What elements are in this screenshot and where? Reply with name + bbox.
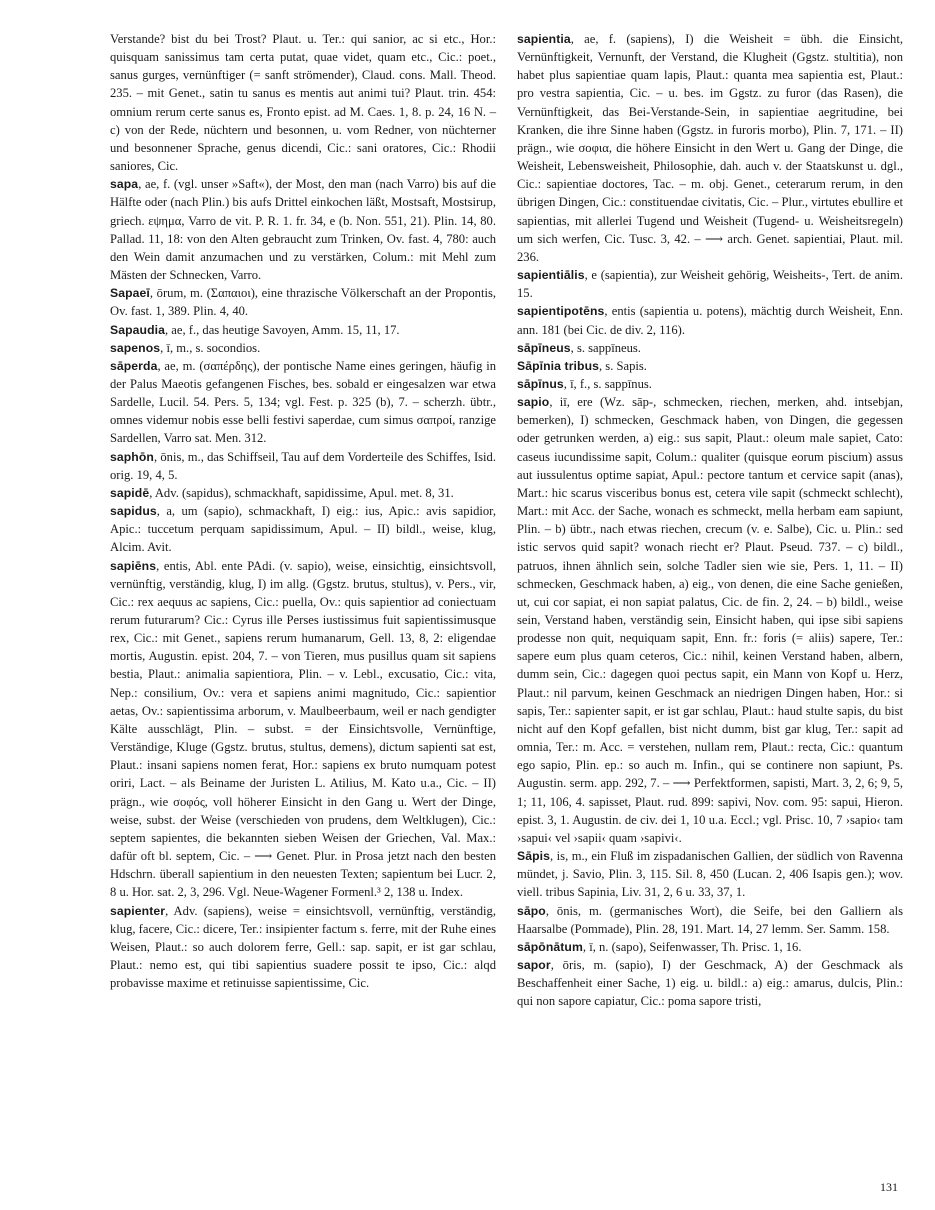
right-column: [517, 30, 903, 1010]
headword: sapidē: [110, 485, 150, 500]
entry: sapidē, Adv. (sapidus), schmackhaft, sapidissime, Apul. met. 8, 31.: [110, 485, 454, 500]
entry: Verstande? bist du bei Trost? Plaut. u. Ter.: qui sanior, ac si etc., Hor.: quisquam sanissimus tam certa putat, quae videt, quam etc., Cic.: poet., sanus gurges, vernünftiger (= sanft strömender), Claud. cons. Mall. Theod. 235. – mit Genet., satin tu sanus es mentis aut animi tui? Plaut. trin. 454: omnium rerum certe sanus es, Fronto epist. ad M. Caes. 1, 8. p. 24, 16 N. – c) von der Rede, nüchtern und besonnen, u. vom Redner, von nüchterner und besonnener Sprache, genus dicendi, Cic.: sani oratores, Cic.: Rhodii saniores, Cic.: [110, 32, 496, 174]
entry: sāpōnātum, ī, n. (sapo), Seifenwasser, Th. Prisc. 1, 16.: [517, 939, 802, 954]
headword: sapienter: [110, 903, 166, 918]
entry: Sapaeī, ōrum, m. (Σαπαιοι), eine thrazische Völkerschaft an der Propontis, Ov. fast. 1, 389. Plin. 4, 40.: [110, 286, 496, 319]
entry: sāpīneus, s. sappīneus.: [517, 340, 641, 355]
headword: sapor: [517, 957, 551, 972]
entry: sāpo, ōnis, m. (germanisches Wort), die Seife, bei den Galliern als Haarsalbe (Pommade), Plin. 28, 191. Mart. 14, 27 lemm. Ser. Samm. 158.: [517, 903, 903, 936]
headword: sāpīneus: [517, 340, 571, 355]
headword: sapiēns: [110, 558, 157, 573]
entry: sapientipotēns, entis (sapientia u. potens), mächtig durch Weisheit, Enn. ann. 181 (bei Cic. de div. 2, 116).: [517, 304, 903, 337]
headword: sapenos: [110, 340, 161, 355]
entry: sapio, iī, ere (Wz. sāp-, schmecken, riechen, merken, ahd. intsebjan, bemerken), I) schmecken, Geschmack haben, von Dingen, die gegessen oder getrunken werden, a) eig.: sus sapit, Plaut.: oleum male sapiet, Cato: caseus iucundissime sapit, Colum.: qualiter (quisque eorum piscium) assus aut iussulentus optime sapiat, Apul.: pectore tantum et cervice sapit (anas), Mart.: hic scarus visceribus bonus est, cetera vile sapit (schmeckt schlecht), Mart.: mit Acc. der Sache, wonach es schmeckt, mella herbam eam sapiunt, Plin. – b) übtr., nach etwas riechen, crecum (v. e. Salbe), Cic. u. Plin.: sed istic servos quid sapit? wonach riecht er? Plaut. Pseud. 737. – c) bildl., patruos, ihnen ähnlich sein, solche Tadler sien wie sie, Pers. 1, 11. – II) schmecken, Geschmack haben, a) eig., von denen, die eine Sache genießen, ut, cui cor sapiat, ei non sapiat palatus, Cic. de fin. 2, 24. – b) bildl., weise sein, Verstand haben, verständig sein, Einsicht haben, qui ipse sibi sapiens prodesse non quit, nequiquam sapit, Enn. fr.: foris (= aliis) sapere, Ter.: sapere eum plus quam ceteros, Cic.: nihil, keinen Verstand haben, albern, dumm sein, Cic.: dagegen quoi pectus sapit, ein Mann von Kopf u. Herz, Plaut.: nil parvum, keinen Geschmack an niedrigen Dingen haben, Hor.: si sapis, Ter.: sapienter sapit, er ist gar schlau, Plaut.: haud stulte sapis, du bist nicht auf den Kopf gefallen, bist nicht dumm, bist gar klug, Ter.: sapit ad omnia, Ter.: m. Acc. = verstehen, nullam rem, Plaut.: recta, Cic.: quantum ego sapio, Plin. ep.: so auch m. Infin., qui se continere non sapiunt, Ps. Augustin. serm. app. 292, 7. – ⟶ Perfektformen, sapisti, Mart. 3, 2, 6; 9, 5, 1; 11, 106, 4. sapisset, Plaut. rud. 899: sapivi, Nov. com. 95: sapui, Hieron. epist. 3, 1. Augustin. de civ. dei 1, 10 u.a. Eccl.; vgl. Prisc. 10, 7 ›sapio‹ tam ›sapui‹ vel ›sapii‹ quam ›sapivi‹.: [517, 395, 903, 845]
entry: sapenos, ī, m., s. socondios.: [110, 340, 261, 355]
headword: sapio: [517, 395, 550, 410]
headword: saphōn: [110, 449, 154, 464]
headword: sāperda: [110, 358, 158, 373]
headword: sapientipotēns: [517, 304, 605, 319]
entry: sāpīnus, ī, f., s. sappīnus.: [517, 376, 652, 391]
headword: Sapaudia: [110, 322, 165, 337]
entry: Sapaudia, ae, f., das heutige Savoyen, Amm. 15, 11, 17.: [110, 322, 400, 337]
entry: sapientiālis, e (sapientia), zur Weisheit gehörig, Weisheits-, Tert. de anim. 15.: [517, 268, 903, 301]
headword: sāpīnus: [517, 376, 564, 391]
headword: sapa: [110, 177, 139, 192]
entry: sapienter, Adv. (sapiens), weise = einsichtsvoll, vernünftig, verständig, klug, facere, Cic.: dicere, Ter.: insipienter factum s. ferre, mit der Ruhe eines Weisen, Plaut.: so auch dolorem ferre, Gell.: sap. sapit, er ist gar schlau, Plaut.: nemo est, qui tibi sapientius suadere possit te ipso, Cic.: alqd probavisse maxime et retinuisse sapientissime, Cic.: [110, 903, 496, 991]
entry: saphōn, ōnis, m., das Schiffseil, Tau auf dem Vorderteile des Schiffes, Isid. orig. 19, 4, 5.: [110, 449, 496, 482]
page-number: 131: [880, 1180, 898, 1194]
entry: sāperda, ae, m. (σαπέρδης), der pontische Name eines geringen, häufig in der Palus Maeotis gefangenen Fisches, bes. sobald er eingesalzen war etwa Sardelle, Lucil. 54. Pers. 5, 134; vgl. Fest. p. 325 (b), 7. – scherzh. übtr., omnes videmur nobis esse belli festivi saperdae, cum simus σαπροί, ranzige Sardellen, Varro sat. Men. 312.: [110, 358, 496, 446]
headword: sapientia: [517, 32, 571, 46]
entry: sapientia, ae, f. (sapiens), I) die Weisheit = übh. die Einsicht, Vernünftigkeit, Vernunft, der Verstand, die Klugheit (Ggstz. stultitia), non habet plus sapientiae quam lapis, Plaut.: quanta mea sapientia est, Plaut.: pro vestra sapientia, Cic. – u. bes. im Ggstz. zu furor (das Rasen), die Vernünftigkeit, das Bei-Verstande-Sein, in sapientiae aegritudine, bei Kranken, die ihre Sinne haben (Ggstz. in furoris morbo), Plin. 7, 171. – II) prägn., wie σοφια, die höhere Einsicht in den Wert u. Gang der Dinge, die Weisheit, Lebensweisheit, Philosophie, dah. auch v. der Staatskunst u. dgl., Cic.: sapientiae doctores, Tac. – m. obj. Genet., ceterarum rerum, in den übrigen Dingen, Cic.: constituendae civitatis, Cic. – Plur., virtutes ebullire et sapientias, mit allerlei Tugend und Weisheit (Tugend- u. Weisheitsregeln) um sich werfen, Cic. Tusc. 3, 42. – ⟶ arch. Genet. sapientiai, Plaut. mil. 236.: [517, 32, 903, 264]
headword: Sāpīnia tribus: [517, 358, 599, 373]
headword: sapientiālis: [517, 268, 585, 283]
entry: sapiēns, entis, Abl. ente PAdi. (v. sapio), weise, einsichtig, einsichtsvoll, vernünftig, verständig, klug, I) im allg. (Ggstz. brutus, stultus), v. Pers., vir, Cic.: rex aequus ac sapiens, Cic.: puella, Ov.: quis sapientior ad coniectuam rerum futurarum? Cic.: Cyrus ille Perses iustissimus fuit sapientissimusque rex, Cic.: mit Genet., sapiens rerum humanarum, Gell. 13, 8, 2: eligendae mortis, Augustin. epist. 204, 7. – von Tieren, mus pusillus quam sit sapiens bestia, Plaut.: animalia sapientiora, Plin. – v. Lebl., excusatio, Cic.: vita, Nep.: consilium, Ov.: vera et sapiens animi magnitudo, Cic.: sapientior aetas, Ov.: sapientissima arborum, v. Maulbeerbaum, weil er nach gendigter Kälte ausschlägt, Plin. – subst. = der Einsichtsvolle, Vernünftige, Verständige, Kluge (Ggstz. brutus, stultus, demens), dictum sapienti sat est, Plaut.: insani sapiens nomen ferat, Hor.: sapiens ex bruto numquam potest oriri, Lact. – als Beiname der Juristen L. Atilius, M. Kato u.a., Cic. – II) prägn., wie σοφός, voll höherer Einsicht in den Gang u. Wert der Dinge, weise, subst. der Weise (verschieden von prudens, dem Weltklugen), Cic.: septem sapientes, die bekannten sieben Weisen der Griechen, Val. Max.: dafür oft bl. septem, Cic. – ⟶ Genet. Plur. in Prosa jetzt nach den besten Hdschrn. überall sapientium in den neuesten Texten; sapientum bei Lucr. 2, 8 u. Hor. sat. 2, 3, 296. Vgl. Neue-Wagener Formenl.³ 2, 138 u. Index.: [110, 558, 496, 900]
headword: Sapaeī: [110, 286, 150, 301]
left-column: [110, 30, 496, 992]
entry: sapidus, a, um (sapio), schmackhaft, I) eig.: ius, Apic.: avis sapidior, Apic.: tuccetum perquam sapidissimum, Apul. – II) bildl., weise, klug, Alcim. Avit.: [110, 504, 496, 555]
headword: sāpo: [517, 903, 546, 918]
headword: Sāpis: [517, 849, 551, 864]
entry: Sāpis, is, m., ein Fluß im zispadanischen Gallien, der südlich von Ravenna mündet, j. Savio, Plin. 3, 115. Sil. 8, 450 (Lucan. 2, 406 Isapis gen.); wov. viell. tribus Sapinia, Liv. 31, 2, 6 u. 33, 37, 1.: [517, 849, 903, 900]
entry: sapor, ōris, m. (sapio), I) der Geschmack, A) der Geschmack als Beschaffenheit einer Sache, 1) eig. u. bildl.: a) eig.: amarus, dulcis, Plin.: qui non sapore capiatur, Cic.: poma sapore tristi,: [517, 957, 903, 1009]
headword: sapidus: [110, 504, 157, 519]
entry: sapa, ae, f. (vgl. unser »Saft«), der Most, den man (nach Varro) bis auf die Hälfte oder (nach Plin.) bis aufs Drittel einkochen läßt, Mostsaft, Mostsirup, griech. εψημα, Varro de vit. P. R. 1. fr. 34, e (b. Non. 551, 21). Plin. 14, 80. Pallad. 11, 18: von den Alten gebraucht zum Trinken, Ov. fast. 4, 780: auch den Wein damit anzumachen und zu verstärken, Colum.: mit Mehl zum Mästen der Schnecken, Varro.: [110, 177, 496, 283]
entry: Sāpīnia tribus, s. Sapis.: [517, 358, 647, 373]
headword: sāpōnātum: [517, 939, 583, 954]
